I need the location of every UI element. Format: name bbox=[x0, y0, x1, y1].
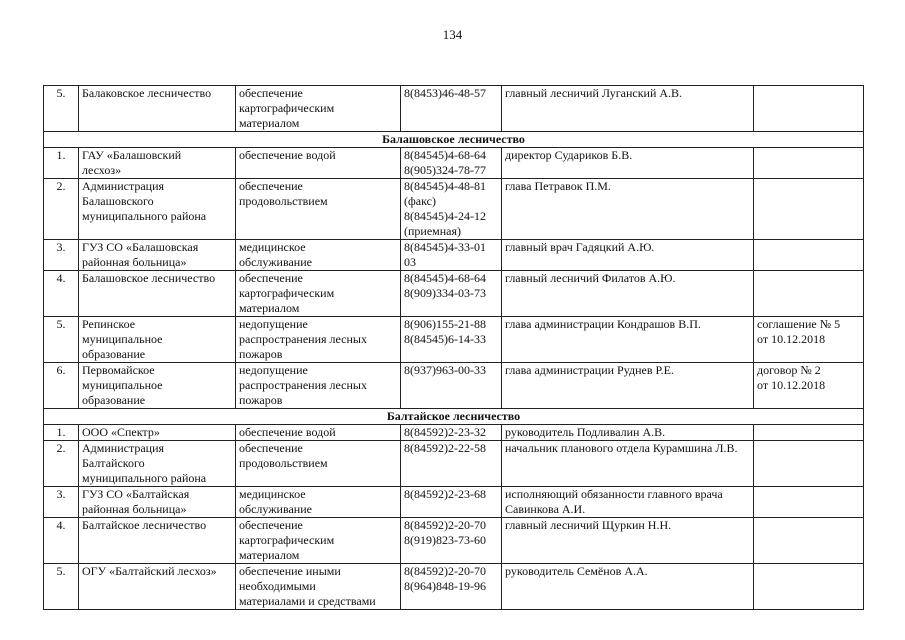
contact-person-cell: главный лесничий Луганский А.В. bbox=[502, 86, 754, 132]
row-number-cell: 6. bbox=[44, 363, 79, 409]
organization-cell: ГУЗ СО «Балтайская районная больница» bbox=[79, 487, 236, 518]
phone-cell: 8(84592)2-20-70 8(964)848-19-96 bbox=[401, 564, 502, 610]
agreement-cell: договор № 2 от 10.12.2018 bbox=[754, 363, 864, 409]
contact-person-cell: исполняющий обязанности главного врача Савинкова А.И. bbox=[502, 487, 754, 518]
service-cell: обеспечение водой bbox=[236, 425, 401, 441]
organization-cell: Администрация Балашовского муниципального района bbox=[79, 179, 236, 240]
agreement-cell bbox=[754, 86, 864, 132]
table-row bbox=[44, 441, 864, 487]
service-cell: обеспечение водой bbox=[236, 148, 401, 179]
row-number-cell: 2. bbox=[44, 441, 79, 487]
service-cell: обеспечение продовольствием bbox=[236, 179, 401, 240]
organization-cell: Балашовское лесничество bbox=[79, 271, 236, 317]
organization-cell: Балтайское лесничество bbox=[79, 518, 236, 564]
section-title: Балашовское лесничество bbox=[44, 132, 864, 148]
table-row bbox=[44, 317, 864, 363]
phone-cell: 8(84592)2-22-58 bbox=[401, 441, 502, 487]
agreement-cell bbox=[754, 179, 864, 240]
table-row bbox=[44, 148, 864, 179]
row-number-cell: 5. bbox=[44, 317, 79, 363]
organization-cell: ГУЗ СО «Балашовская районная больница» bbox=[79, 240, 236, 271]
section-header-row bbox=[44, 132, 864, 148]
contact-person-cell: директор Судариков Б.В. bbox=[502, 148, 754, 179]
organization-cell: Балаковское лесничество bbox=[79, 86, 236, 132]
table-row bbox=[44, 363, 864, 409]
service-cell: обеспечение иными необходимыми материалами и средствами bbox=[236, 564, 401, 610]
service-cell: недопущение распространения лесных пожаров bbox=[236, 363, 401, 409]
row-number-cell: 3. bbox=[44, 487, 79, 518]
service-cell: обеспечение продовольствием bbox=[236, 441, 401, 487]
phone-cell: 8(937)963-00-33 bbox=[401, 363, 502, 409]
table-row bbox=[44, 179, 864, 240]
agreement-cell bbox=[754, 518, 864, 564]
row-number-cell: 4. bbox=[44, 271, 79, 317]
contact-person-cell: глава администрации Кондрашов В.П. bbox=[502, 317, 754, 363]
row-number-cell: 2. bbox=[44, 179, 79, 240]
phone-cell: 8(84545)4-68-64 8(909)334-03-73 bbox=[401, 271, 502, 317]
agreement-cell bbox=[754, 564, 864, 610]
agreement-cell bbox=[754, 425, 864, 441]
contact-person-cell: главный врач Гадяцкий А.Ю. bbox=[502, 240, 754, 271]
table-row bbox=[44, 425, 864, 441]
organization-cell: ОГУ «Балтайский лесхоз» bbox=[79, 564, 236, 610]
agreement-cell bbox=[754, 271, 864, 317]
phone-cell: 8(906)155-21-88 8(84545)6-14-33 bbox=[401, 317, 502, 363]
table-row bbox=[44, 518, 864, 564]
contact-person-cell: руководитель Подливалин А.В. bbox=[502, 425, 754, 441]
contact-person-cell: начальник планового отдела Курамшина Л.В. bbox=[502, 441, 754, 487]
table-row bbox=[44, 240, 864, 271]
row-number-cell: 5. bbox=[44, 564, 79, 610]
row-number-cell: 1. bbox=[44, 148, 79, 179]
phone-cell: 8(84592)2-23-32 bbox=[401, 425, 502, 441]
row-number-cell: 4. bbox=[44, 518, 79, 564]
service-cell: обеспечение картографическим материалом bbox=[236, 518, 401, 564]
organization-cell: Первомайское муниципальное образование bbox=[79, 363, 236, 409]
contact-person-cell: глава Петравок П.М. bbox=[502, 179, 754, 240]
phone-cell: 8(84545)4-68-64 8(905)324-78-77 bbox=[401, 148, 502, 179]
organization-cell: ГАУ «Балашовский лесхоз» bbox=[79, 148, 236, 179]
agreement-cell bbox=[754, 487, 864, 518]
table-row bbox=[44, 487, 864, 518]
contact-person-cell: главный лесничий Щуркин Н.Н. bbox=[502, 518, 754, 564]
phone-cell: 8(84592)2-23-68 bbox=[401, 487, 502, 518]
contact-person-cell: глава администрации Руднев Р.Е. bbox=[502, 363, 754, 409]
table-row bbox=[44, 86, 864, 132]
service-cell: недопущение распространения лесных пожаров bbox=[236, 317, 401, 363]
organization-cell: ООО «Спектр» bbox=[79, 425, 236, 441]
section-title: Балтайское лесничество bbox=[44, 409, 864, 425]
phone-cell: 8(8453)46-48-57 bbox=[401, 86, 502, 132]
contacts-table bbox=[43, 85, 864, 610]
service-cell: медицинское обслуживание bbox=[236, 487, 401, 518]
row-number-cell: 1. bbox=[44, 425, 79, 441]
organization-cell: Репинское муниципальное образование bbox=[79, 317, 236, 363]
contact-person-cell: главный лесничий Филатов А.Ю. bbox=[502, 271, 754, 317]
table-row bbox=[44, 564, 864, 610]
service-cell: обеспечение картографическим материалом bbox=[236, 86, 401, 132]
page-number: 134 bbox=[442, 27, 463, 42]
row-number-cell: 5. bbox=[44, 86, 79, 132]
contact-person-cell: руководитель Семёнов А.А. bbox=[502, 564, 754, 610]
agreement-cell bbox=[754, 441, 864, 487]
phone-cell: 8(84592)2-20-70 8(919)823-73-60 bbox=[401, 518, 502, 564]
agreement-cell bbox=[754, 148, 864, 179]
phone-cell: 8(84545)4-48-81 (факс) 8(84545)4-24-12 (приемная) bbox=[401, 179, 502, 240]
organization-cell: Администрация Балтайского муниципального района bbox=[79, 441, 236, 487]
section-header-row bbox=[44, 409, 864, 425]
agreement-cell: соглашение № 5 от 10.12.2018 bbox=[754, 317, 864, 363]
table-row bbox=[44, 271, 864, 317]
service-cell: обеспечение картографическим материалом bbox=[236, 271, 401, 317]
row-number-cell: 3. bbox=[44, 240, 79, 271]
service-cell: медицинское обслуживание bbox=[236, 240, 401, 271]
phone-cell: 8(84545)4-33-01 03 bbox=[401, 240, 502, 271]
agreement-cell bbox=[754, 240, 864, 271]
